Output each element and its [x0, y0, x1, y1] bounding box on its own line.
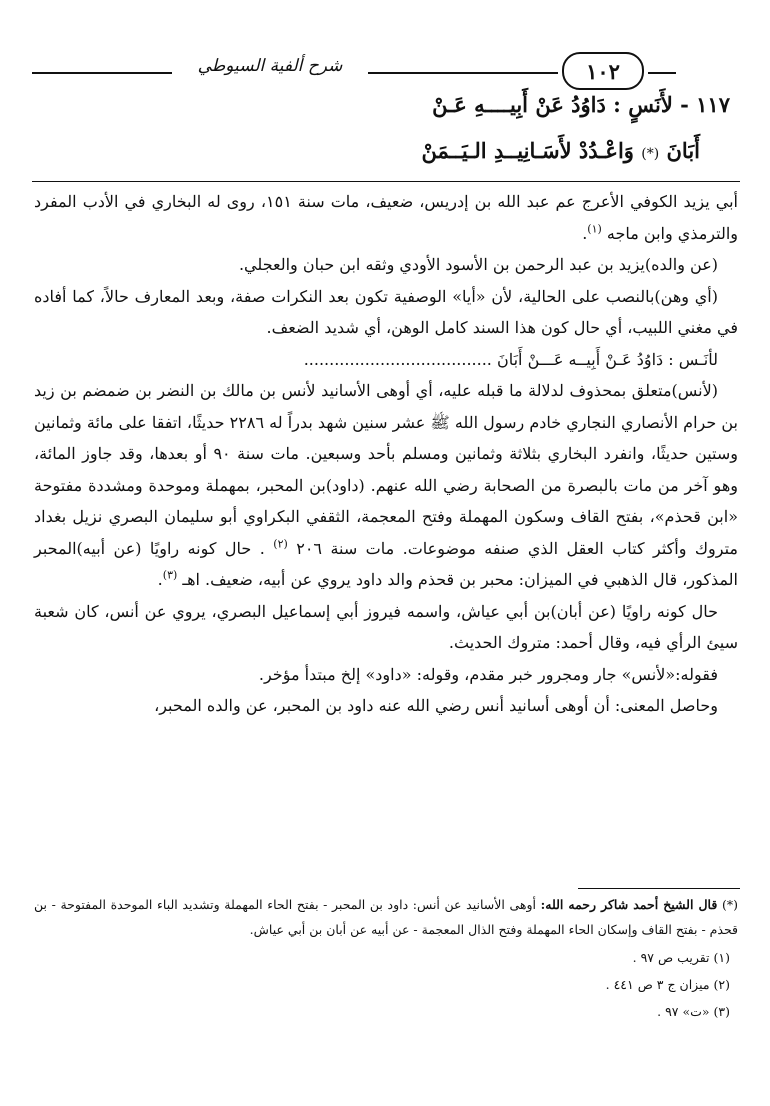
paragraph: فقوله:«لأنس» جار ومجرور خبر مقدم، وقوله: «داود» إلخ مبتدأ مؤخر.	[258, 664, 718, 684]
paragraph-text: أبي يزيد الكوفي الأعرج عم عبد الله بن إدريس، ضعيف، مات سنة ١٥١، روى له البخاري في الأدب المفرد والترمذي وابن ماجه	[34, 192, 738, 243]
footnotes	[34, 892, 738, 1025]
commentary-body	[34, 186, 738, 722]
footnote-item: (٣) «ت» ٩٧ .	[657, 1004, 730, 1019]
paragraph-text: . حال كونه راويًا (عن أبيه)المحبر المذكور، قال الذهبي في الميزان: محبر بن قحذم والد داود يروي عن أبيه، ضعيف. اهـ	[34, 538, 738, 589]
paragraph: وحاصل المعنى: أن أوهى أسانيد أنس رضي الله عنه داود بن المحبر، عن والده المحبر،	[154, 696, 718, 715]
page-number: ١٠٢	[562, 52, 644, 90]
paragraph: حال كونه راويًا (عن أبان)بن أبي عياش، واسمه فيروز أبي إسماعيل البصري، يروي عن أنس، كان شعبة سيئ الرأي فيه، وقال أحمد: متروك الحديث.	[34, 601, 738, 652]
footnote-star	[34, 892, 738, 942]
paragraph: (أي وهن)بالنصب على الحالية، لأن «أيا» الوصفية تكون بعد النكرات صفة، وبعد المعارف حالاً، كما أفاده في مغني اللبيب، أي حال كون هذا السند كامل الوهن، أي شديد الضعف.	[34, 286, 738, 337]
paragraph: (لأنس)متعلق بمحذوف لدلالة ما قبله عليه، أي أوهى الأسانيد لأنس بن مالك بن النضر بن ضمضم بن زيد بن حرام الأنصاري النجاري خادم رسول الله ﷺ عشر سنين شهد بدراً له ٢٢٨٦ حديثًا، اتفقا على مائة وثمانين وستين حديثًا، وانفرد البخاري بثلاثة وثمانين ومسلم بأحد وسبعين. مات سنة ٩٠ أو بعدها، وقد جاوز المائة، وهو آخر من مات بالبصرة من الصحابة رضي الله عنهم. (داود)بن المحبر، بمهملة وموحدة ومشددة مفتوحة «ابن قحذم»، بفتح القاف وسكون المهملة وفتح المعجمة، الثقفي البكراوي أبو سليمان البصري نزيل بغداد متروك وأكثر كتاب العقل الذي صنفه موضوعات. مات سنة ٢٠٦ $^{(٢)}$ . حال كونه راويًا (عن أبيه)المحبر المذكور، قال الذهبي في الميزان: محبر بن قحذم والد داود يروي عن أبيه، ضعيف. اهـ $^{(٣)}$.	[34, 381, 739, 589]
header-dash	[648, 72, 676, 74]
verse-word: وَاعْـدُدْ لأَسَـانِيــدِ الـيَــمَنْ	[421, 138, 634, 163]
paragraph: (عن والده)يزيد بن عبد الرحمن بن الأسود الأودي وثقه ابن حبان والعجلي.	[238, 255, 718, 274]
footnote-marker: (*)	[721, 897, 738, 912]
footnote-item: (٢) ميزان ج ٣ ص ٤٤١ .	[605, 977, 730, 992]
footnote-author: قال الشيخ أحمد شاكر رحمه الله:	[540, 897, 718, 912]
footnote-item: (١) تقريب ص ٩٧ .	[632, 950, 730, 965]
header-rule	[368, 72, 558, 74]
paragraph-text: (لأنس)متعلق بمحذوف لدلالة ما قبله عليه، أي أوهى الأسانيد لأنس بن مالك بن النضر بن ضمضم بن زيد بن حرام الأنصاري النجاري خادم رسول الله ﷺ عشر سنين شهد بدراً له ٢٢٨٦ حديثًا، اتفقا على مائة وثمانين وستين حديثًا، وانفرد البخاري بثلاثة وثمانين ومسلم بأحد وسبعين. مات سنة ٩٠ أو بعدها، وقد جاوز المائة، وهو آخر من مات بالبصرة من الصحابة رضي الله عنهم. (داود)بن المحبر، بمهملة وموحدة ومشددة مفتوحة «ابن قحذم»، بفتح القاف وسكون المهملة وفتح المعجمة، الثقفي البكراوي أبو سليمان البصري نزيل بغداد متروك وأكثر كتاب العقل الذي صنفه موضوعات. مات سنة ٢٠٦	[34, 381, 739, 558]
footnote-ref: (١)	[587, 222, 602, 236]
paragraph: أبي يزيد الكوفي الأعرج عم عبد الله بن إدريس، ضعيف، مات سنة ١٥١، روى له البخاري في الأدب المفرد والترمذي وابن ماجه $^{(١)}$.	[34, 192, 738, 243]
footnote-ref: (٣)	[162, 568, 178, 582]
running-title: شرح ألفية السيوطي	[197, 56, 343, 76]
footnote-marker: (*)	[641, 146, 660, 162]
verse-quote: لأنَـس : دَاوُدُ عَـنْ أَبِيــه عَـــنْ أَبَانَ .....................................	[303, 349, 718, 369]
separator-rule	[32, 181, 740, 182]
header-rule	[32, 72, 172, 74]
footnote-ref: (٢)	[273, 537, 288, 551]
verse-line	[421, 138, 700, 163]
footnote-text: أوهى الأسانيد عن أنس: داود بن المحبر - بفتح الحاء المهملة وتشديد الباء الموحدة المفتوحة - بن قحذم - بفتح القاف وإسكان الحاء المهملة وفتح الذال المعجمة - عن أبيه عن أبان بن أبي عياش.	[34, 897, 738, 937]
verse-line: ١١٧ - لأَنَسٍ : دَاوُدُ عَنْ أَبِيــــهِ عَـنْ	[432, 92, 730, 117]
verse-word: أَبَانَ	[666, 138, 700, 163]
footnote-list	[34, 944, 738, 1025]
footnote-separator	[578, 888, 740, 889]
